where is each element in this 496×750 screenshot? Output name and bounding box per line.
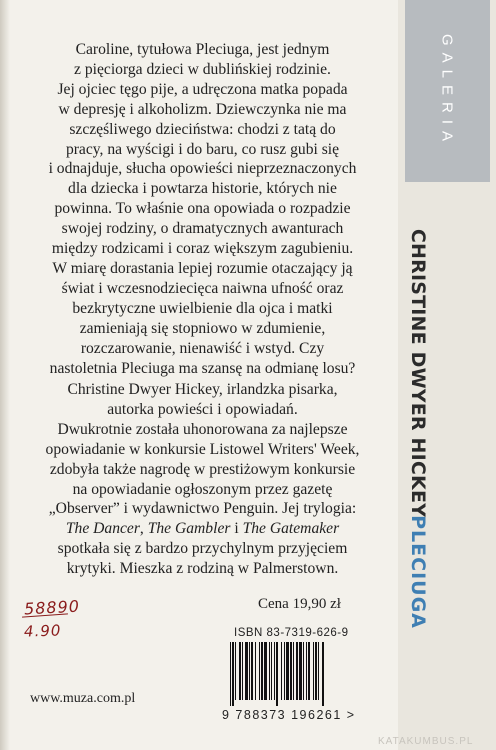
series-label: GALERIA [438,33,456,149]
blurb-line: między rodzicami i coraz większym zagubieniu. [51,240,354,258]
spine-author: CHRISTINE DWYER HICKEY [407,228,429,518]
barcode-bar [286,642,289,700]
bio-line: zdobyła także nagrodę w prestiżowym konkursie [49,460,356,478]
barcode-bar [239,642,241,700]
trilogy-separator: i [230,520,243,538]
blurb-line: w depresję i alkoholizm. Dziewczynka nie ma [58,100,347,118]
barcode-bar [251,642,253,700]
barcode-bar [255,642,256,700]
barcode-bar [259,642,260,700]
barcode-bar [308,642,310,700]
barcode-bar [296,642,298,700]
trilogy-title-1: The Dancer [65,520,140,538]
bio-line: Christine Dwyer Hickey, irlandzka pisarka, [67,381,338,398]
barcode-digits: 9 788373 196261 > [222,708,356,722]
barcode-bar [293,642,294,700]
blurb-line: i odnajduje, słucha opowieści nieprzeznaczonych [48,160,357,178]
left-edge-shadow [0,0,10,750]
barcode-icon [228,642,364,706]
blurb-line: zamieniają się stopniowo w zdumienie, [79,319,326,337]
blurb-paragraph [30,40,375,378]
barcode-bar [271,642,272,700]
barcode-bar [232,642,234,706]
publisher-url: www.muza.com.pl [30,691,136,706]
barcode-bar [274,642,275,700]
pencil-note: 58890 [23,596,81,619]
barcode-bar [315,642,317,700]
bio-line-trilogy [30,519,375,539]
bio-line: opowiadanie w konkursie Listowel Writers' Week, [45,440,360,458]
blurb-line: swojej rodziny, o dramatycznych awanturach [61,220,344,238]
barcode-bar [322,642,324,706]
barcode-bar [281,642,282,700]
blurb-line: z pięciorga dzieci w dublińskiej rodzinie. [74,60,331,78]
barcode-bar [230,642,231,706]
barcode-bar [242,642,243,700]
blurb-line: pracy, na wyścigi i do baru, co rusz gubi się [65,140,340,158]
blurb-line: szczęśliwego dzieciństwa: chodzi z tatą do [69,120,336,138]
barcode-bar [290,642,292,700]
barcode-bar [235,642,236,700]
author-bio-paragraph [30,380,375,579]
blurb-line: rozczarowanie, nienawiść i wstyd. Czy [80,339,325,357]
barcode-bar [284,642,285,700]
bio-line: na opowiadanie ogłoszonym przez gazetę [72,480,333,498]
blurb-line: świat i wczesnodziecięca naiwna ufność oraz [61,279,344,297]
price-label: Cena 19,90 zł [258,596,341,612]
barcode-bar [303,642,304,700]
bio-line: „Observer” i wydawnictwo Penguin. Jej trylogia: [48,500,357,518]
blurb-line: powinna. To właśnie ona opowiada o rozpadzie [54,200,351,218]
spine-title: PLECIUGA [407,515,429,629]
barcode-bar [276,642,278,706]
barcode-bar [249,642,250,700]
blurb-line: bezkrytyczne uwielbienie dla ojca i matki [72,299,333,317]
barcode-bar [269,642,270,700]
barcode-bar [313,642,314,700]
blurb-line: W miarę dorastania lepiej rozumie otaczający ją [52,259,353,277]
blurb-line: Caroline, tytułowa Pleciuga, jest jednym [75,41,330,58]
blurb-line: Jej ojciec tęgo pije, a udręczona matka popada [57,80,348,98]
watermark: KATAKUMBUS.PL [378,736,474,747]
barcode-bar [306,642,307,700]
trilogy-separator: , [139,520,148,538]
blurb-line: nastoletnia Pleciuga ma szansę na odmianę losu? [49,359,356,377]
bio-line: krytyki. Mieszka z rodziną w Palmerstown. [66,560,339,578]
barcode-bar [318,642,319,700]
bio-line: autorka powieści i opowiadań. [107,400,298,418]
barcode-bar [264,642,267,700]
isbn-label: ISBN 83-7319-626-9 [234,627,349,639]
barcode-bar [299,642,302,700]
blurb-line: dla dziecka i powtarza historie, których nie [68,180,337,198]
pencil-note: 4.90 [23,621,62,641]
barcode-bar [261,642,263,700]
bio-line: Dwukrotnie została uhonorowana za najlepsze [57,420,348,438]
trilogy-title-2: The Gambler [147,520,231,538]
barcode-bar [245,642,248,700]
trilogy-title-3: The Gatemaker [242,520,340,538]
bio-line: spotkała się z bardzo przychylnym przyjęciem [57,540,348,558]
